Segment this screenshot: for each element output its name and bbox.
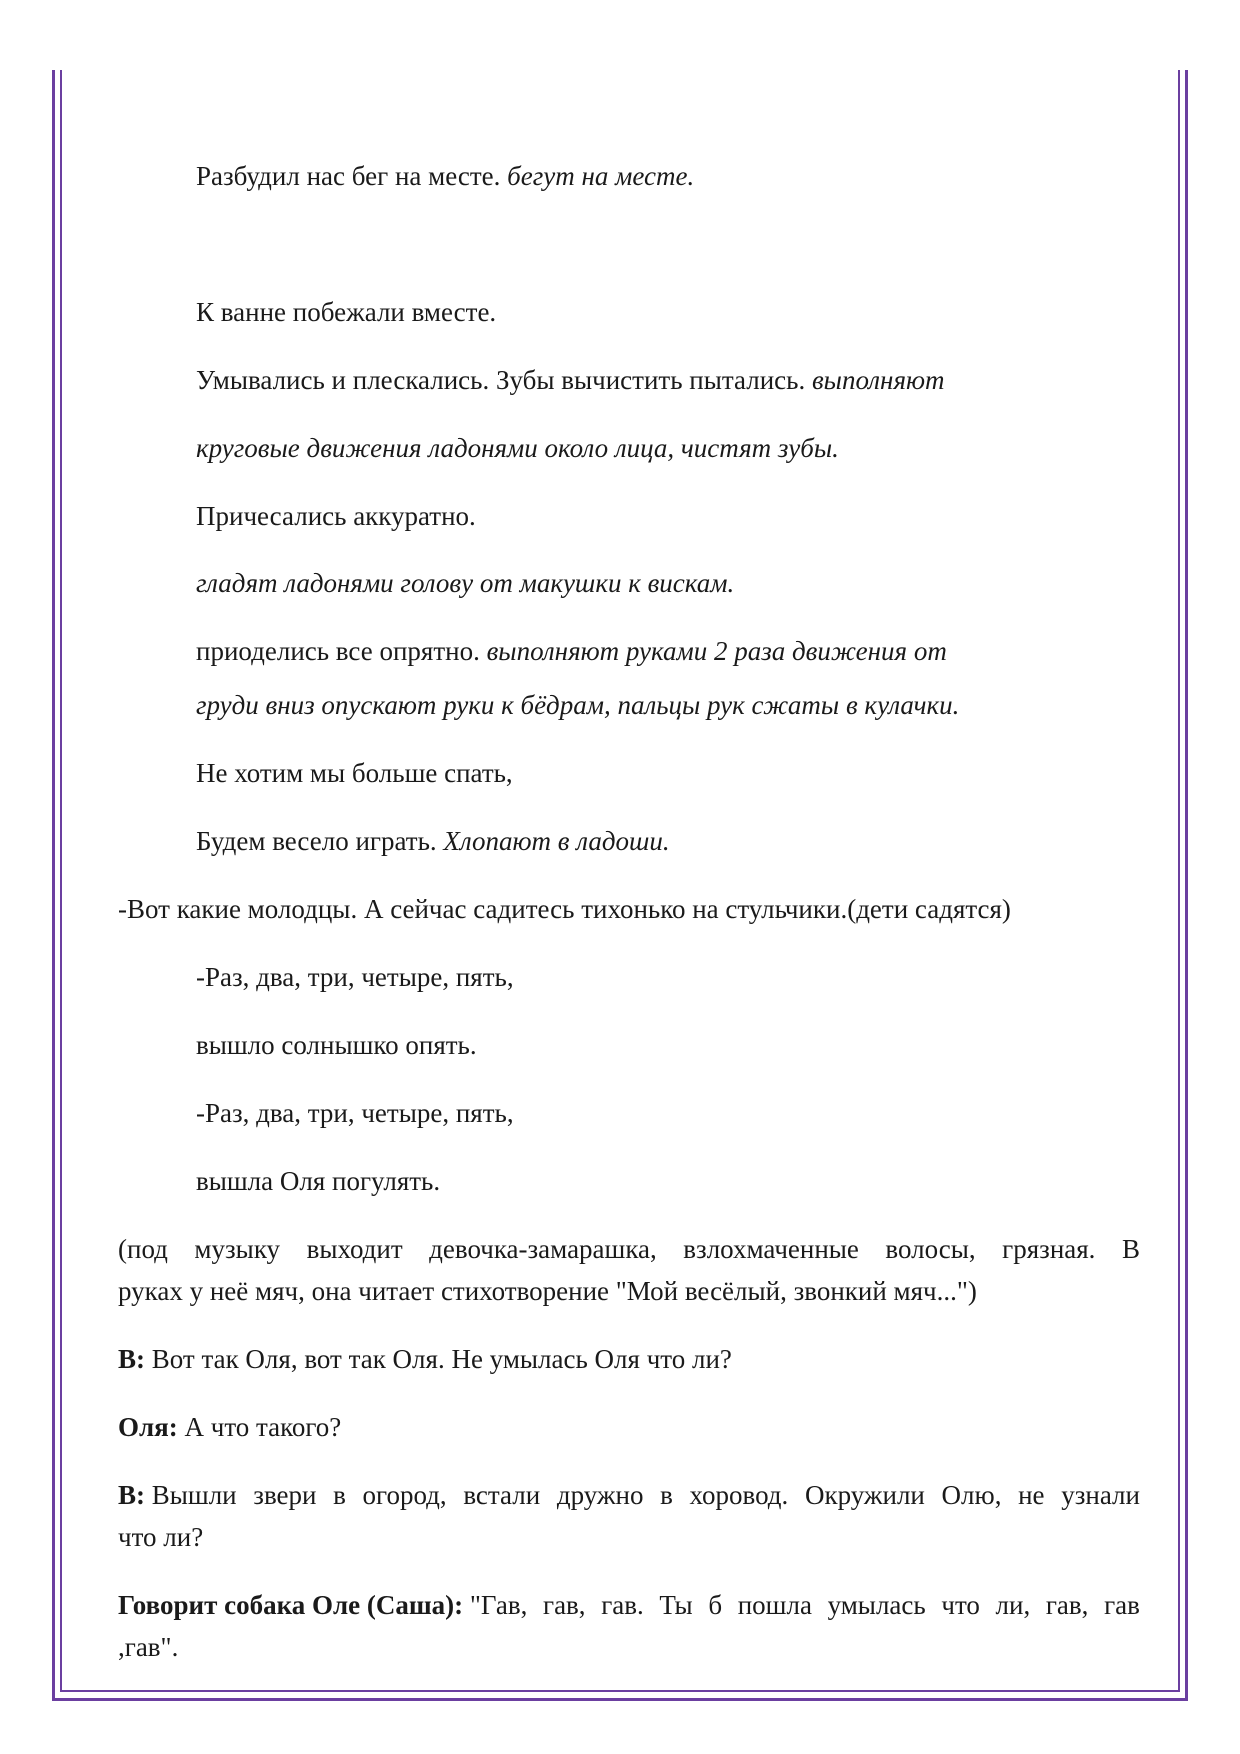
poem-line: -Раз, два, три, четыре, пять,: [196, 1098, 514, 1128]
speaker-name: В:: [118, 1344, 145, 1374]
poem-line: Разбудил нас бег на месте. бегут на месте.: [196, 161, 695, 191]
dialogue-line: В: Вышли звери в огород, встали дружно в хоровод. Окружили Олю, не узнали: [118, 1480, 1140, 1510]
border-left-inner: [60, 70, 62, 1692]
border-left-outer: [52, 70, 55, 1700]
poem-line: К ванне побежали вместе.: [196, 297, 497, 327]
border-bottom-inner: [60, 1690, 1180, 1692]
border-bottom-outer: [52, 1698, 1188, 1701]
poem-line: Будем весело играть. Хлопают в ладоши.: [196, 826, 670, 856]
poem-line: -Раз, два, три, четыре, пять,: [196, 962, 514, 992]
speaker-name: Оля:: [118, 1412, 178, 1442]
border-right-outer: [1185, 70, 1188, 1700]
stage-note: гладят ладонями голову от макушки к вискам.: [196, 568, 735, 598]
poem-line: приоделись все опрятно. выполняют руками 2 раза движения от: [196, 636, 947, 666]
dialogue-line-continued: что ли?: [118, 1522, 204, 1552]
stage-note: груди вниз опускают руки к бёдрам, пальцы рук сжаты в кулачки.: [196, 690, 960, 720]
poem-line: вышла Оля погулять.: [196, 1166, 441, 1196]
speaker-name: Говорит собака Оле (Саша):: [118, 1590, 464, 1620]
dialogue-line-continued: ,гав".: [118, 1632, 179, 1662]
stage-direction-line-1: (под музыку выходит девочка-замарашка, взлохмаченные волосы, грязная. В: [118, 1234, 1140, 1264]
dialogue-line: Говорит собака Оле (Саша): "Гав, гав, гав. Ты б пошла умылась что ли, гав, гав: [118, 1590, 1140, 1620]
border-right-inner: [1178, 70, 1180, 1692]
poem-line: Умывались и плескались. Зубы вычистить пытались. выполняют: [196, 365, 945, 395]
speaker-name: В:: [118, 1480, 145, 1510]
dialogue-line: Оля: А что такого?: [118, 1412, 342, 1442]
poem-line: вышло солнышко опять.: [196, 1030, 477, 1060]
stage-note: круговые движения ладонями около лица, чистят зубы.: [196, 433, 839, 463]
poem-line: Не хотим мы больше спать,: [196, 758, 513, 788]
teacher-line: -Вот какие молодцы. А сейчас садитесь тихонько на стульчики.(дети садятся): [118, 894, 1011, 924]
stage-direction-line-2: руках у неё мяч, она читает стихотворение "Мой весёлый, звонкий мяч..."): [118, 1276, 977, 1306]
dialogue-line: В: Вот так Оля, вот так Оля. Не умылась Оля что ли?: [118, 1344, 732, 1374]
poem-line: Причесались аккуратно.: [196, 501, 476, 531]
